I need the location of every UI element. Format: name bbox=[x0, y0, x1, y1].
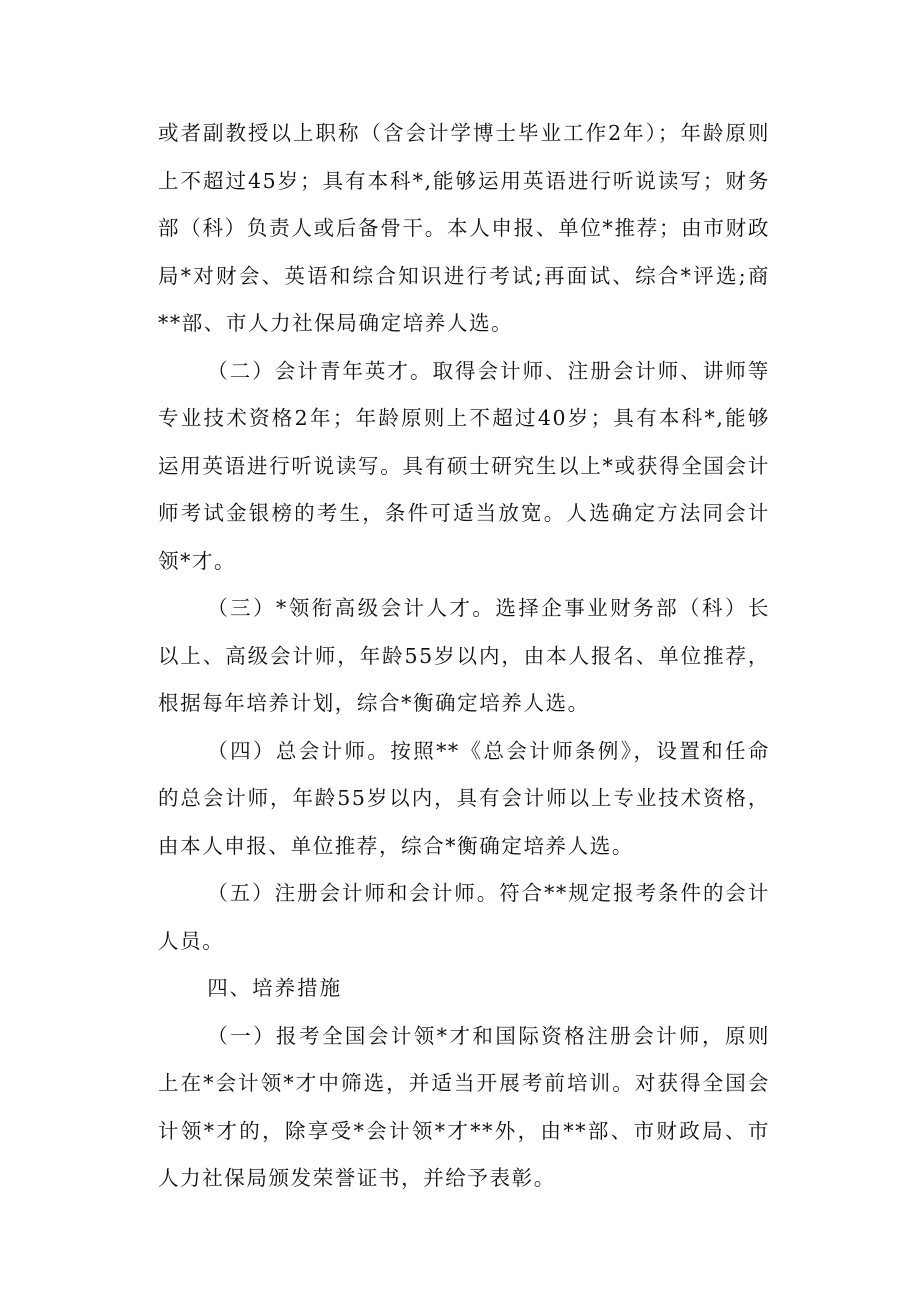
paragraph-measure-1: （一）报考全国会计领*才和国际资格注册会计师，原则上在*会计领*才中筛选，并适当开展考前培训。对获得全国会计领*才的，除享受*会计领*才**外，由**部、市财政局、市人力社保局颁发荣誉证书，并给予表彰。 bbox=[158, 1023, 770, 1190]
paragraph-item-5: （五）注册会计师和会计师。符合**规定报考条件的会计人员。 bbox=[158, 881, 770, 953]
paragraph-item-4: （四）总会计师。按照**《总会计师条例》，设置和任命的总会计师，年龄55岁以内，具有会计师以上专业技术资格，由本人申报、单位推荐，综合*衡确定培养人选。 bbox=[158, 738, 770, 858]
section-heading: 四、培养措施 bbox=[207, 976, 343, 1000]
paragraph-item-2: （二）会计青年英才。取得会计师、注册会计师、讲师等专业技术资格2年；年龄原则上不超过40岁；具有本科*,能够运用英语进行听说读写。具有硕士研究生以上*或获得全国会计师考试金银榜的考生，条件可适当放宽。人选确定方法同会计领*才。 bbox=[158, 358, 770, 573]
paragraph-item-3: （三）*领衔高级会计人才。选择企事业财务部（科）长以上、高级会计师，年龄55岁以内，由本人报名、单位推荐，根据每年培养计划，综合*衡确定培养人选。 bbox=[158, 596, 770, 715]
paragraph-continuation: 或者副教授以上职称（含会计学博士毕业工作2年）；年龄原则上不超过45岁；具有本科*,能够运用英语进行听说读写；财务部（科）负责人或后备骨干。本人申报、单位*推荐；由市财政局*对财会、英语和综合知识进行考试;再面试、综合*评选;商**部、市人力社保局确定培养人选。 bbox=[158, 121, 770, 335]
document-body bbox=[158, 110, 770, 1203]
